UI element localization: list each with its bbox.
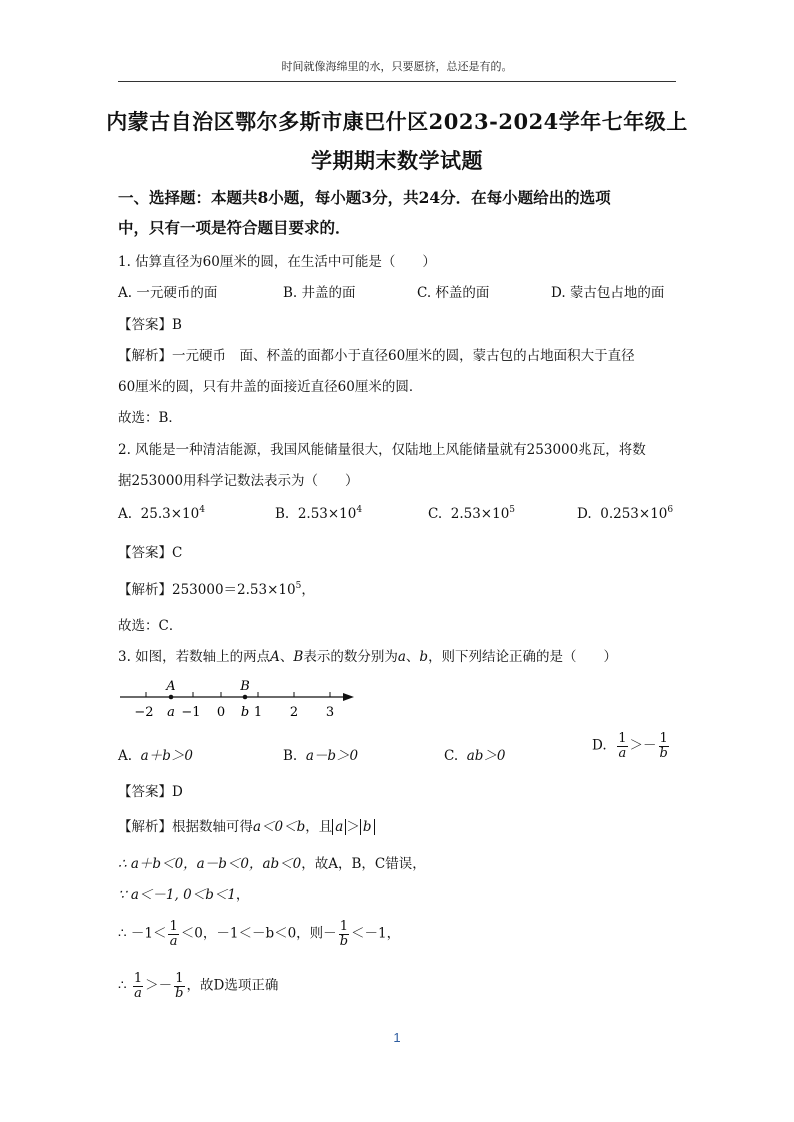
q2-analysis (118, 578, 315, 598)
option-expr: 25.3×10 (140, 506, 200, 522)
point-b-dot (243, 695, 248, 700)
tick-label: 0 (216, 705, 226, 720)
variable-b: b (419, 649, 429, 665)
option-expr: 2.53×10 (297, 506, 357, 522)
title-line-1: 内蒙古自治区鄂尔多斯市康巴什区2023-2024学年七年级上 (106, 109, 688, 134)
q1-stem: 1. 估算直径为60厘米的圆，在生活中可能是（ ） (118, 254, 436, 270)
section-heading-line-1: 一、选择题：本题共8小题，每小题3分，共24分．在每小题给出的选项 (118, 188, 611, 207)
header-quote: 时间就像海绵里的水，只要愿挤，总还是有的。 (281, 60, 513, 73)
q2-option-a (118, 505, 205, 522)
option-expr: a＋b＞0 (140, 748, 193, 764)
q2-option-c (428, 505, 515, 522)
option-expr: 0.253×10 (600, 506, 668, 522)
section-heading-line-2: 中，只有一项是符合题目要求的． (118, 218, 351, 237)
number-line-figure (118, 676, 358, 720)
abs-value: a (332, 819, 346, 835)
q1-analysis-line-1: 【解析】一元硬币 面、杯盖的面都小于直径60厘米的圆，蒙古包的占地面积大于直径 (118, 348, 635, 364)
analysis-expr: ＜－1， (351, 925, 401, 942)
operator: ＞－ (145, 977, 173, 994)
page-number: 1 (393, 1030, 401, 1045)
point-a-name: A (270, 649, 280, 665)
numerator: 1 (133, 971, 143, 986)
denominator: b (175, 985, 184, 1001)
analysis-text: ，故D选项正确 (186, 977, 279, 994)
analysis-text: ， (235, 887, 250, 903)
point-b-label: B (240, 679, 250, 694)
denominator: b (339, 933, 349, 949)
header-rule (118, 81, 676, 82)
stem-text: ，则下列结论正确的是（ ） (428, 649, 618, 665)
exponent: 4 (199, 505, 205, 515)
tick-label: −2 (134, 705, 154, 720)
operator: ＞－ (629, 737, 657, 754)
fraction (617, 732, 627, 760)
tick-label: a (167, 705, 175, 720)
tick-label: 3 (325, 705, 335, 720)
point-b-name: B (293, 649, 304, 665)
tick-label: 2 (289, 705, 299, 720)
q3-analysis-line-1 (118, 815, 375, 835)
analysis-end: ， (301, 582, 315, 598)
q1-option-a: A. 一元硬币的面 (118, 285, 218, 301)
q3-analysis-line-2 (118, 852, 426, 872)
analysis-expr: ∵ a＜－1, 0＜b＜1 (118, 887, 236, 903)
option-label: B. (283, 748, 298, 764)
fraction (339, 920, 349, 948)
analysis-expr: ∴ －1＜ (118, 925, 167, 942)
separator: 、 (405, 649, 420, 665)
q1-option-d: D. 蒙古包占地的面 (551, 285, 665, 301)
analysis-label: 【解析】 (118, 582, 172, 598)
q2-stem-line-2: 据253000用科学记数法表示为（ ） (118, 473, 359, 489)
analysis-expr: ∴ (118, 977, 127, 994)
point-a-label: A (166, 679, 176, 694)
analysis-expr: 253000＝2.53×10 (172, 582, 296, 598)
analysis-expr: a＜0＜b (253, 819, 306, 835)
q3-analysis-line-5 (118, 972, 278, 1000)
denominator: a (169, 933, 178, 949)
title-line-2: 学期期末数学试题 (311, 148, 483, 173)
q1-option-b: B. 井盖的面 (283, 285, 356, 301)
analysis-label: 【解析】根据数轴可得 (118, 819, 253, 835)
exponent: 4 (356, 505, 363, 515)
operator: ＞ (346, 819, 360, 835)
q1-option-c: C. 杯盖的面 (417, 285, 490, 301)
q1-analysis-line-2: 60厘米的圆，只有井盖的面接近直径60厘米的圆． (118, 379, 423, 395)
abs-value: b (360, 819, 375, 835)
q3-option-a (118, 744, 193, 764)
point-a-dot (169, 695, 174, 700)
stem-text: 3. 如图，若数轴上的两点 (118, 649, 271, 665)
option-expr: ab＞0 (466, 748, 506, 764)
denominator: b (659, 745, 668, 761)
q2-option-d (577, 505, 673, 522)
q2-conclusion: 故选：C． (118, 618, 183, 634)
tick-label: −1 (181, 705, 201, 720)
numerator: 1 (175, 971, 184, 986)
exponent: 6 (667, 505, 674, 515)
q1-conclusion: 故选：B． (118, 410, 182, 426)
analysis-text: ，故A，B，C错误， (301, 856, 426, 872)
analysis-expr: ＜0，－1＜－b＜0，则－ (180, 925, 337, 942)
option-label: C. (444, 748, 459, 764)
numerator: 1 (659, 731, 668, 746)
denominator: a (134, 985, 142, 1001)
option-label: C. (428, 506, 443, 522)
fraction (659, 732, 669, 760)
option-label: A. (118, 748, 133, 764)
arrow-head-icon (343, 693, 354, 701)
q2-option-b (275, 505, 362, 522)
analysis-text: ，且 (305, 819, 333, 835)
option-label: D. (577, 506, 592, 522)
q3-stem (118, 645, 617, 665)
q3-option-c (444, 744, 506, 764)
stem-text: 表示的数分别为 (303, 649, 398, 665)
variable-a: a (397, 649, 406, 665)
q2-answer: 【答案】C (118, 545, 183, 561)
q3-answer: 【答案】D (118, 784, 183, 800)
option-label: B. (275, 506, 290, 522)
exponent: 5 (509, 505, 516, 515)
q3-option-b (283, 744, 358, 764)
q1-answer: 【答案】B (118, 317, 182, 333)
fraction (133, 972, 143, 1000)
separator: 、 (279, 649, 294, 665)
analysis-expr: ∴ a＋b＜0，a－b＜0，ab＜0 (118, 856, 302, 872)
option-expr: 2.53×10 (450, 506, 510, 522)
q3-analysis-line-4 (118, 920, 400, 948)
option-label: A. (118, 506, 133, 522)
q3-analysis-line-3 (118, 883, 249, 903)
fraction (174, 972, 184, 1000)
numerator: 1 (618, 731, 627, 746)
tick-label: 1 (253, 705, 263, 720)
numerator: 1 (169, 919, 178, 934)
tick-label: b (240, 705, 250, 720)
q2-stem-line-1: 2. 风能是一种清洁能源，我国风能储量很大，仅陆地上风能储量就有253000兆瓦，将数 (118, 442, 646, 458)
numerator: 1 (339, 919, 348, 934)
fraction (168, 920, 178, 948)
option-label: D. (592, 737, 607, 754)
denominator: a (618, 745, 627, 761)
q3-option-d (592, 732, 671, 760)
exponent: 5 (295, 581, 302, 591)
option-expr: a－b＞0 (305, 748, 359, 764)
